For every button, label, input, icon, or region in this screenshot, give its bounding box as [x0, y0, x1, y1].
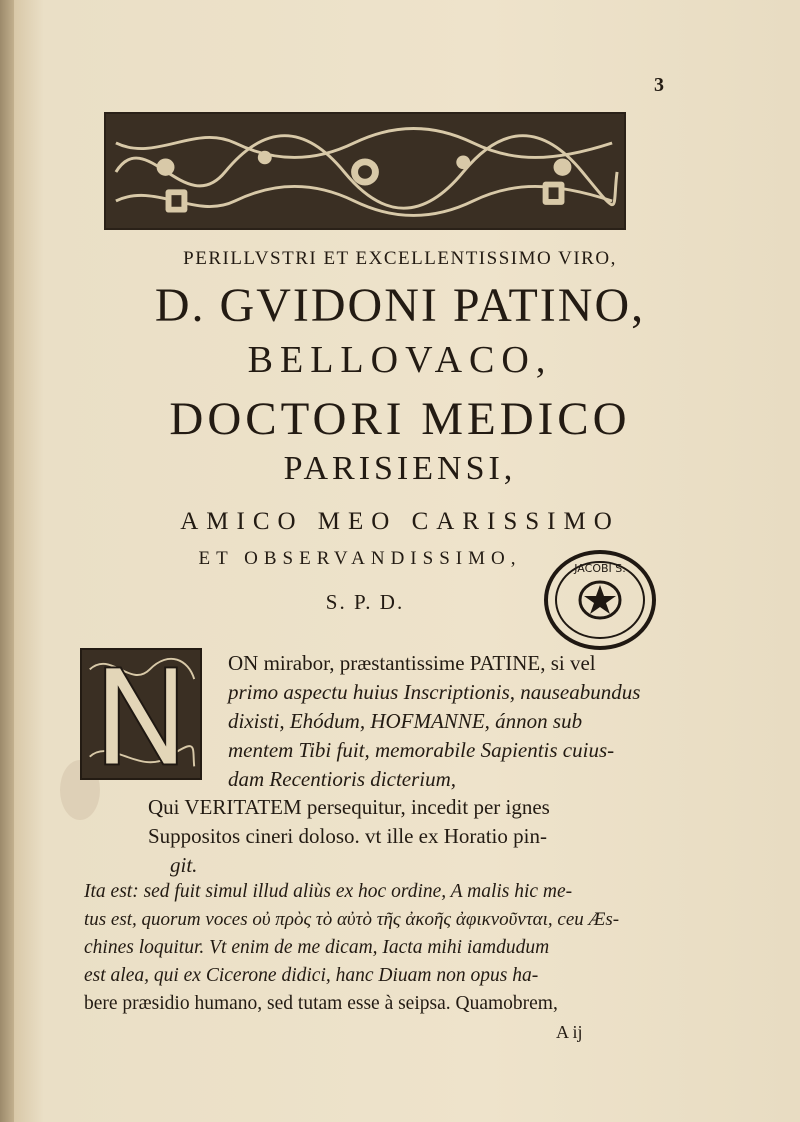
heading-line-5: PARISIENSI,	[283, 450, 517, 487]
headpiece-ornament	[104, 112, 626, 230]
body-line-7: Suppositos cineri doloso. vt ille ex Horatio pin-	[148, 824, 547, 848]
body-line-2: primo aspectu huius Inscriptionis, nauseabundus	[228, 680, 641, 704]
salutation: S. P. D.	[325, 590, 405, 614]
body-line-6: Qui VERITATEM persequitur, incedit per ignes	[148, 795, 550, 819]
folio-number: 3	[654, 74, 664, 96]
initial-letter: N	[141, 725, 142, 727]
stamp-text: JACOBI S.	[574, 562, 626, 575]
floral-woodcut-icon	[106, 114, 624, 228]
body-line-4: mentem Tibi fuit, memorabile Sapientis cuius-	[228, 738, 615, 762]
initial-n-icon	[82, 650, 200, 778]
body-line-9: Ita est: sed fuit simul illud aliùs ex hoc ordine, A malis hic me-	[84, 881, 573, 902]
heading-line-4: DOCTORI MEDICO	[169, 393, 631, 445]
library-stamp	[542, 548, 658, 652]
decorated-initial	[80, 648, 202, 780]
signature-mark: A ij	[556, 1022, 583, 1042]
body-line-11: chines loquitur. Vt enim de me dicam, Iacta mihi iamdudum	[84, 937, 550, 958]
ownership-stamp-icon	[542, 548, 658, 652]
body-line-1: ON mirabor, præstantissime PATINE, si vel	[228, 651, 596, 675]
body-line-8: git.	[170, 853, 198, 877]
heading-line-6: AMICO MEO CARISSIMO	[180, 508, 620, 535]
body-line-12: est alea, qui ex Cicerone didici, hanc Diuam non opus ha-	[84, 965, 539, 986]
body-line-5: dam Recentioris dicterium,	[228, 767, 457, 791]
body-line-3: dixisti, Ehódum, HOFMANNE, ánnon sub	[228, 709, 583, 733]
heading-line-3: BELLOVACO,	[247, 339, 553, 381]
heading-line-2: D. GVIDONI PATINO,	[154, 279, 646, 332]
body-line-13: bere præsidio humano, sed tutam esse à seipsa. Quamobrem,	[84, 993, 558, 1014]
heading-line-7: ET OBSERVANDISSIMO,	[198, 548, 522, 569]
heading-line-1: PERILLVSTRI ET EXCELLENTISSIMO VIRO,	[183, 248, 617, 269]
body-line-10: tus est, quorum voces οὐ πρὸς τὸ αὐτὸ τῆς ἀκοῆς ἀφικνοῦνται, ceu Æs-	[84, 909, 620, 930]
